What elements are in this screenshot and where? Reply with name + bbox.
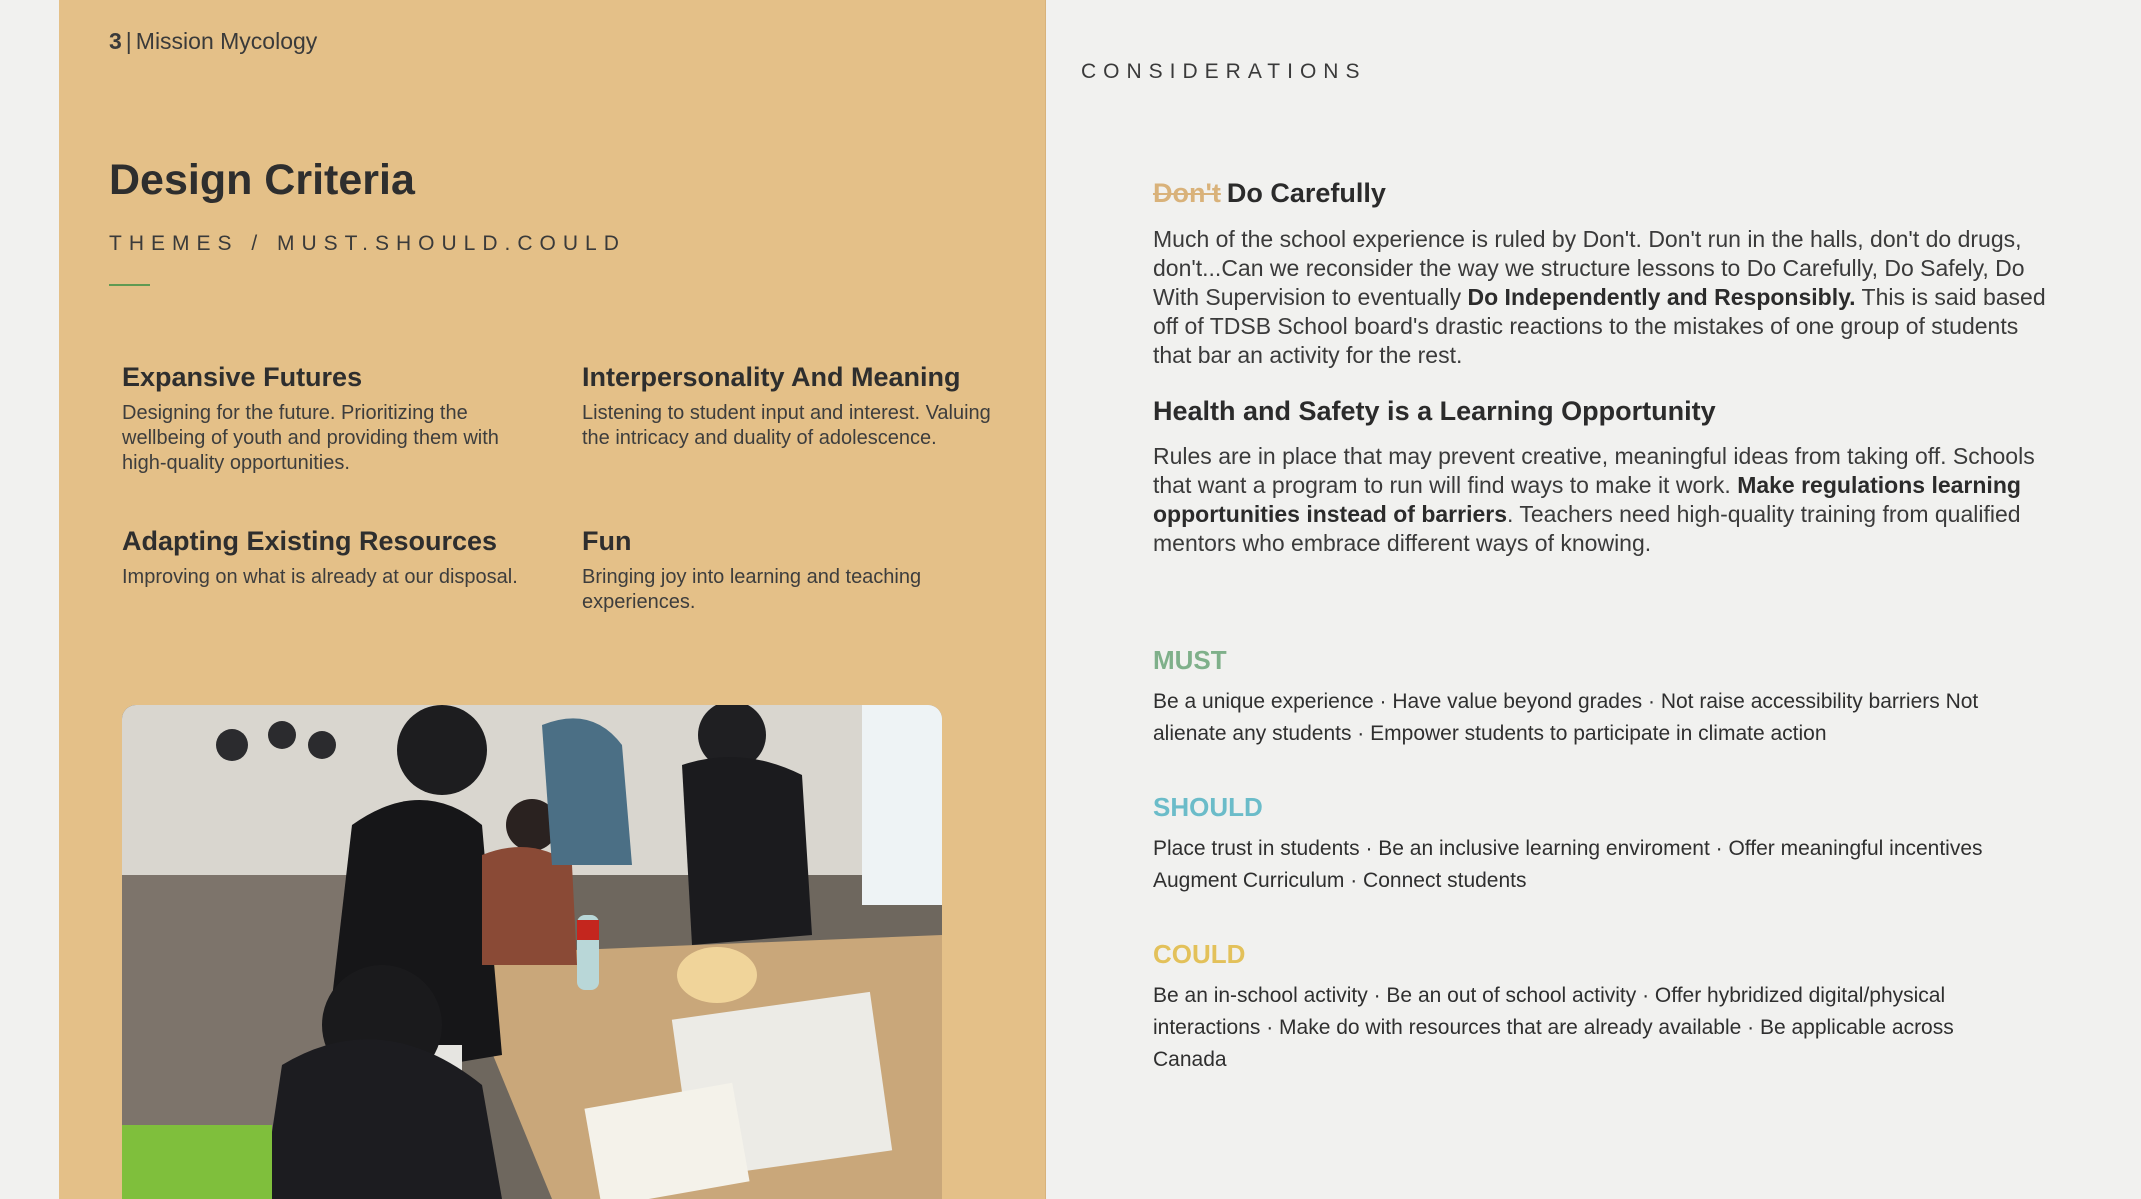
page-subtitle: THEMES / MUST.SHOULD.COULD	[109, 232, 626, 255]
left-panel	[59, 0, 1046, 1199]
page-label	[109, 28, 317, 55]
body-text: Rules are in place that may prevent creative, meaningful ideas from taking off. Schools that want a program to run will find ways to make it work.	[1153, 443, 2035, 498]
section-heading-do-carefully	[1153, 178, 1386, 209]
section-heading-health-safety	[1153, 396, 1716, 427]
section-title: Health and Safety is a Learning Opportunity	[1153, 396, 1716, 426]
should-label: SHOULD	[1153, 792, 1263, 822]
section-body-health-safety	[1153, 442, 2053, 558]
body-emphasis: Do Independently and Responsibly.	[1467, 284, 1856, 310]
should-text: Place trust in students · Be an inclusive learning enviroment · Offer meaningful incentives Augment Curriculum · Connect students	[1153, 837, 1983, 892]
body-text: . Teachers need high-quality training from qualified mentors who embrace different ways of knowing.	[1153, 501, 2021, 556]
theme-body: Designing for the future. Prioritizing the wellbeing of youth and providing them with high-quality opportunities.	[122, 402, 499, 474]
theme-heading: Adapting Existing Resources	[122, 526, 498, 556]
theme-body: Listening to student input and interest. Valuing the intricacy and duality of adolescence.	[582, 402, 991, 449]
theme-interpersonality	[582, 362, 1012, 451]
page-number: 3	[109, 28, 122, 54]
theme-expansive-futures	[122, 362, 542, 476]
must-text: Be a unique experience · Have value beyond grades · Not raise accessibility barriers Not alienate any students · Empower students to participate in climate action	[1153, 690, 1979, 745]
could-text: Be an in-school activity · Be an out of school activity · Offer hybridized digital/physical interactions · Make do with resources that are already available · Be applicable across Canada	[1153, 984, 1954, 1071]
theme-body: Bringing joy into learning and teaching experiences.	[582, 566, 922, 613]
body-emphasis: Make regulations learning opportunities instead of barriers	[1153, 472, 2021, 527]
body-text: Much of the school experience is ruled by Don't. Don't run in the halls, don't do drugs, don't...Can we reconsider the way we structure lessons to Do Carefully, Do Safely, Do With Supervision to eventually	[1153, 226, 2025, 310]
theme-heading: Interpersonality And Meaning	[582, 362, 961, 392]
struck-word: Don't	[1153, 178, 1221, 208]
page-separator: |	[125, 28, 132, 54]
theme-heading: Expansive Futures	[122, 362, 363, 392]
section-name: Mission Mycology	[135, 28, 318, 54]
photo-illustration	[122, 705, 942, 1199]
theme-adapting-resources	[122, 526, 542, 590]
theme-body: Improving on what is already at our disposal.	[122, 566, 518, 588]
page-title: Design Criteria	[109, 156, 415, 204]
must-label: MUST	[1153, 645, 1227, 675]
could-label: COULD	[1153, 939, 1246, 969]
theme-heading: Fun	[582, 526, 632, 556]
considerations-heading: CONSIDERATIONS	[1081, 60, 1367, 83]
accent-divider	[109, 284, 150, 286]
section-body-do-carefully	[1153, 225, 2053, 370]
theme-fun	[582, 526, 1002, 615]
workshop-photo	[122, 705, 942, 1199]
section-title: Do Carefully	[1226, 178, 1386, 208]
body-text: This is said based off of TDSB School board's drastic reactions to the mistakes of one group of students that bar an activity for the rest.	[1153, 284, 2046, 368]
